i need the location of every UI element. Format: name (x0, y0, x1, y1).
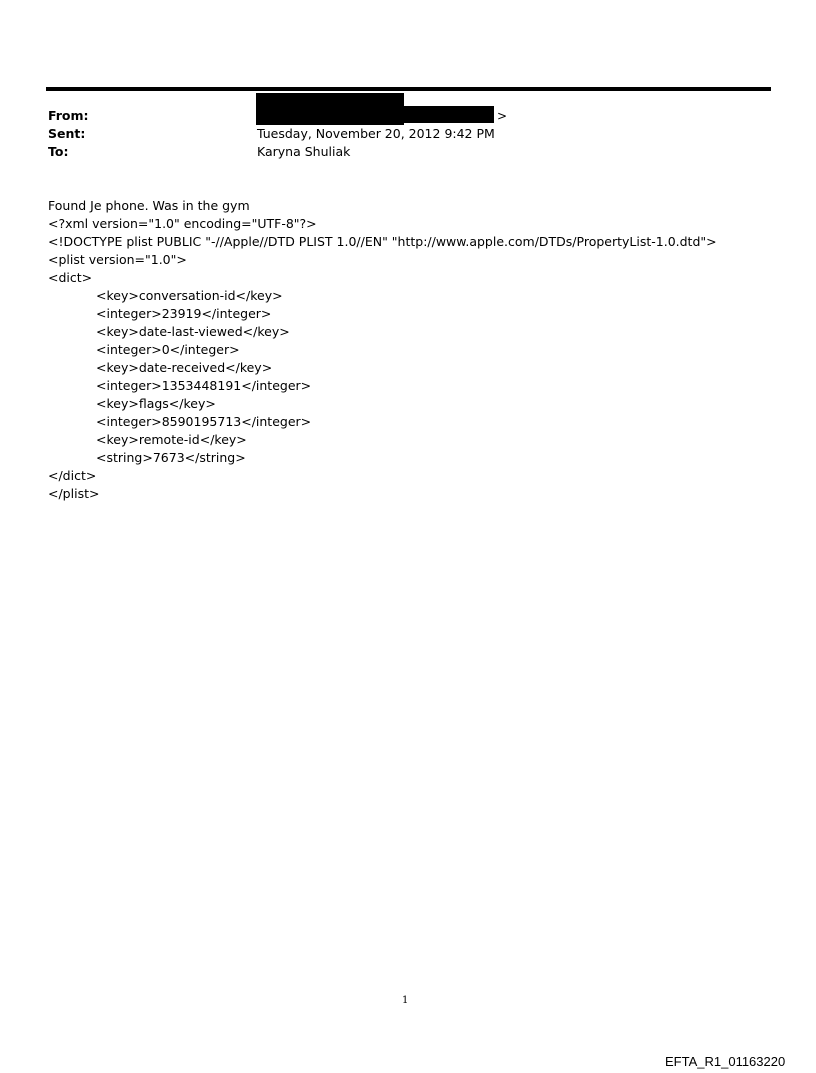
body-line: <key>conversation-id</key> (96, 288, 283, 303)
body-line: <integer>8590195713</integer> (96, 414, 312, 429)
header-rule (46, 87, 771, 91)
to-value: Karyna Shuliak (257, 144, 351, 159)
body-line: <?xml version="1.0" encoding="UTF-8"?> (48, 216, 317, 231)
body-line: <integer>1353448191</integer> (96, 378, 312, 393)
redaction-block (404, 106, 494, 123)
body-line: <key>date-last-viewed</key> (96, 324, 290, 339)
body-line: <key>remote-id</key> (96, 432, 247, 447)
body-line: </dict> (48, 468, 97, 483)
to-label: To: (48, 144, 69, 159)
bates-number: EFTA_R1_01163220 (665, 1054, 786, 1069)
body-line: Found Je phone. Was in the gym (48, 198, 250, 213)
from-value-tail: > (497, 109, 508, 123)
page-number: 1 (402, 995, 409, 1006)
body-line: <plist version="1.0"> (48, 252, 187, 267)
body-line: <integer>0</integer> (96, 342, 240, 357)
redaction-block (256, 93, 404, 125)
sent-label: Sent: (48, 126, 86, 141)
body-line: <!DOCTYPE plist PUBLIC "-//Apple//DTD PLIST 1.0//EN" "http://www.apple.com/DTDs/PropertyList-1.0.dtd"> (48, 234, 717, 249)
from-label: From: (48, 108, 89, 123)
body-line: <dict> (48, 270, 93, 285)
body-line: <string>7673</string> (96, 450, 246, 465)
body-line: <integer>23919</integer> (96, 306, 272, 321)
body-line: </plist> (48, 486, 100, 501)
body-line: <key>flags</key> (96, 396, 216, 411)
sent-value: Tuesday, November 20, 2012 9:42 PM (257, 126, 495, 141)
body-line: <key>date-received</key> (96, 360, 273, 375)
